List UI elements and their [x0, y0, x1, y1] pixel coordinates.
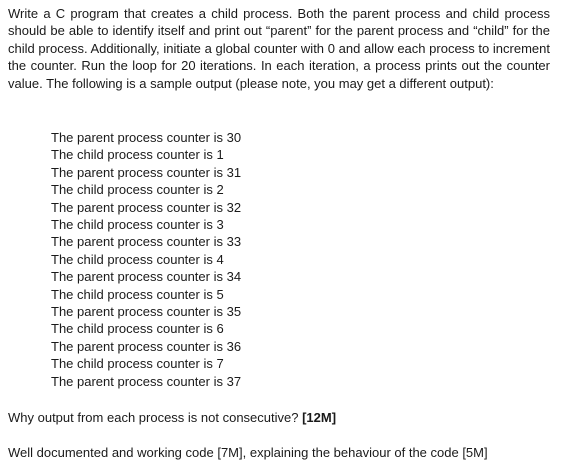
sample-output-list — [51, 129, 241, 390]
output-line: The parent process counter is 32 — [51, 199, 242, 215]
question-marks: [12M] — [302, 410, 337, 425]
assignment-document — [8, 5, 550, 460]
output-line: The parent process counter is 31 — [51, 164, 242, 180]
output-line: The child process counter is 1 — [51, 147, 224, 163]
output-line: The parent process counter is 30 — [51, 130, 242, 145]
output-line: The child process counter is 4 — [51, 251, 224, 267]
output-line: The child process counter is 6 — [51, 321, 224, 337]
question-text: Why output from each process is not consecutive? — [8, 410, 303, 425]
task-description: Write a C program that creates a child process. Both the parent process and child process should be able to identify itself and print out “parent” for the parent process and “child” for the child process. Additionally, initiate a global counter with 0 and allow each process to increment the counter. Run the loop for 20 iterations. In each iteration, a process prints out the counter value. The following is a sample output (please note, you may get a different output): — [8, 6, 550, 91]
output-line: The child process counter is 2 — [51, 182, 224, 198]
requirement-line: Well documented and working code [7M], explaining the behaviour of the code [5M] — [8, 445, 488, 460]
output-line: The parent process counter is 35 — [51, 304, 242, 320]
question-line — [8, 409, 336, 426]
output-line: The parent process counter is 33 — [51, 234, 242, 250]
output-line: The child process counter is 5 — [51, 286, 224, 302]
output-line: The parent process counter is 34 — [51, 269, 242, 285]
output-line: The parent process counter is 36 — [51, 338, 242, 354]
output-line: The child process counter is 3 — [51, 217, 224, 233]
output-line: The child process counter is 7 — [51, 356, 224, 372]
output-line: The parent process counter is 37 — [51, 373, 242, 389]
